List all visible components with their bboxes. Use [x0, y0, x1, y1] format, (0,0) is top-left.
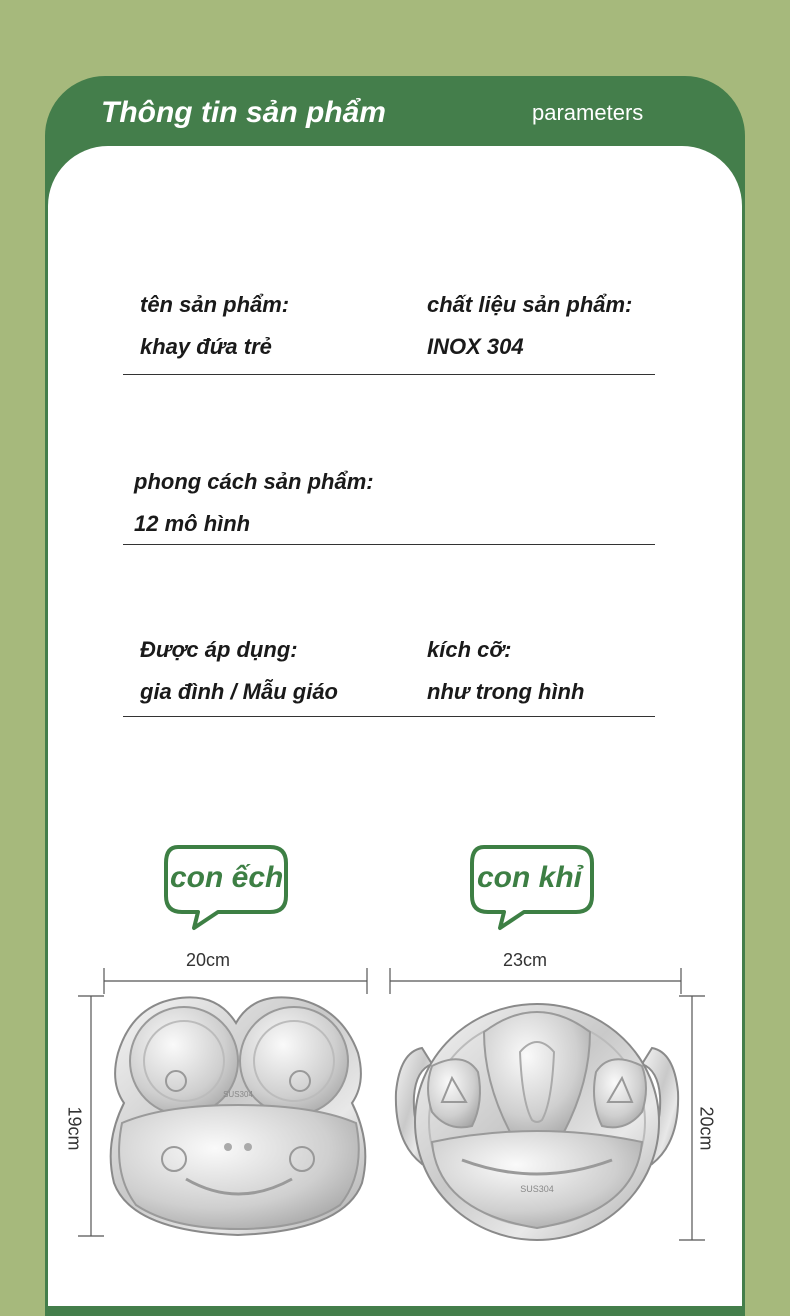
usage-label: Được áp dụng:	[140, 637, 298, 662]
frog-height-label: 19cm	[64, 1106, 85, 1151]
usage-value: gia đình / Mẫu giáo	[140, 679, 338, 704]
frog-width-label: 20cm	[186, 950, 231, 970]
size-label: kích cỡ:	[427, 637, 512, 662]
monkey-width-label: 23cm	[503, 950, 548, 970]
header-subtitle: parameters	[532, 100, 644, 125]
monkey-name: con khỉ	[477, 861, 583, 894]
style-label: phong cách sản phẩm:	[134, 469, 374, 494]
size-value: như trong hình	[427, 679, 585, 704]
frog-tray-image	[104, 993, 374, 1239]
monkey-height-label: 20cm	[696, 1106, 717, 1151]
material-label: chất liệu sản phẩm:	[427, 292, 633, 317]
product-name-label: tên sản phẩm:	[140, 292, 290, 317]
monkey-stamp-text: SUS304	[520, 1184, 554, 1194]
material-value: INOX 304	[427, 334, 524, 359]
style-value: 12 mô hình	[134, 511, 251, 536]
frog-stamp-text: SUS304	[223, 1090, 253, 1099]
monkey-tray-image	[392, 992, 682, 1244]
product-name-value: khay đứa trẻ	[140, 334, 272, 359]
header-title: Thông tin sản phẩm	[101, 96, 386, 129]
frog-name: con ếch	[170, 861, 284, 894]
